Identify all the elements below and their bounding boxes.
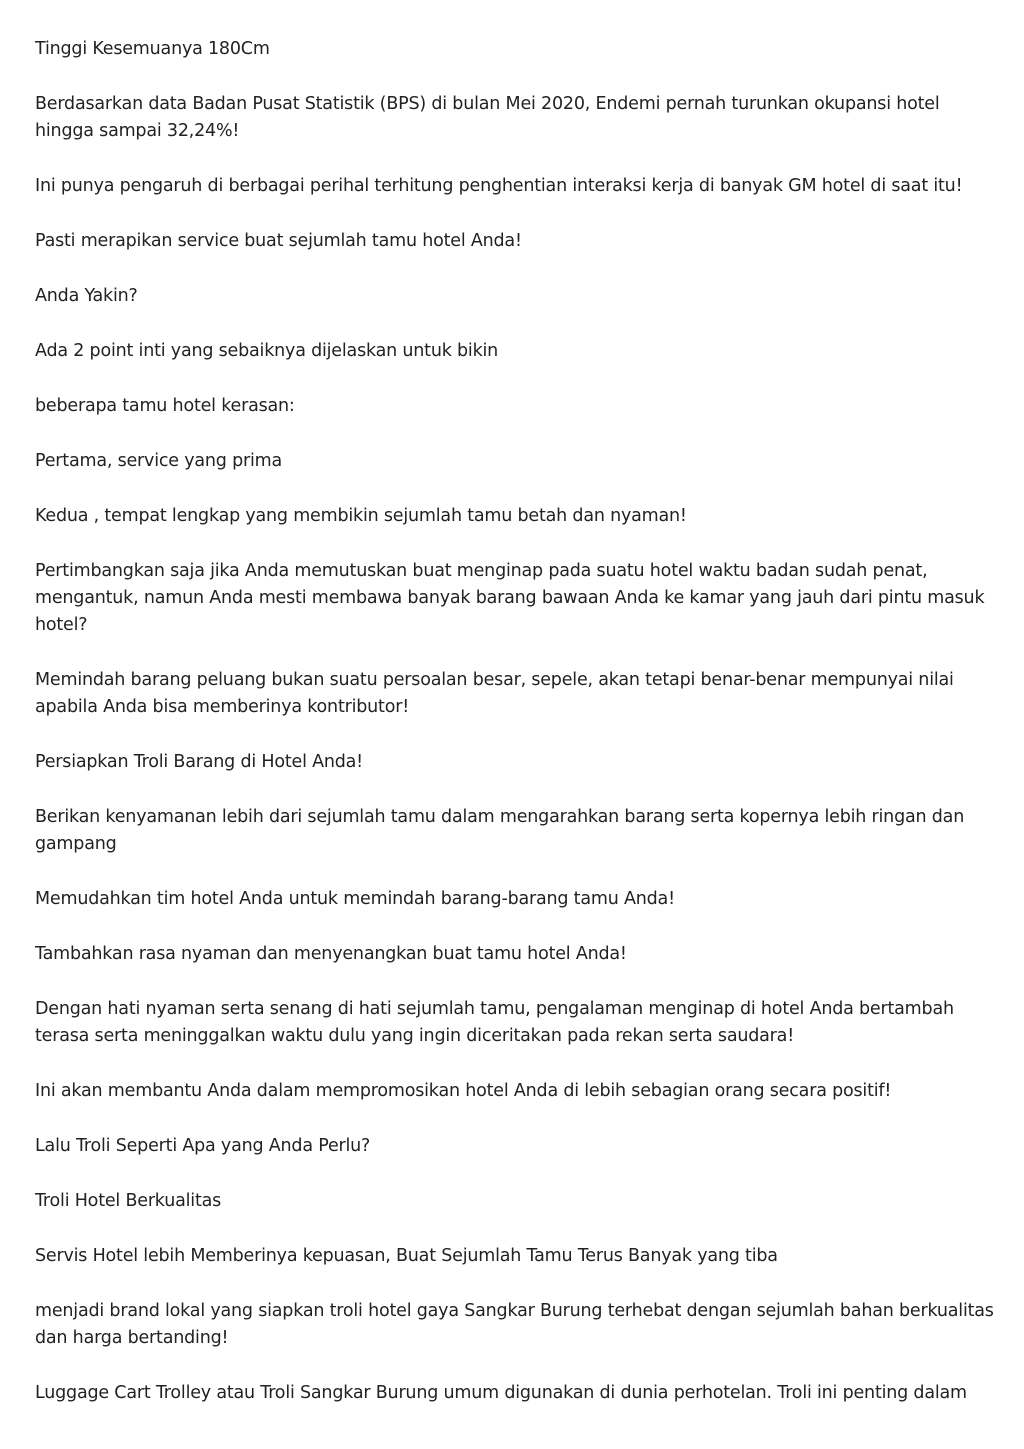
paragraph-height: Tinggi Kesemuanya 180Cm bbox=[35, 39, 270, 59]
paragraph-moving-goods: Memindah barang peluang bukan suatu persoalan besar, sepele, akan tetapi benar-benar mempunyai nilai apabila Anda bisa memberinya kontributor! bbox=[35, 670, 954, 717]
paragraph-satisfaction: Servis Hotel lebih Memberinya kepuasan, Buat Sejumlah Tamu Terus Banyak yang tiba bbox=[35, 1246, 778, 1266]
paragraph-which-trolley: Lalu Troli Seperti Apa yang Anda Perlu? bbox=[35, 1136, 371, 1156]
paragraph-bps-data: Berdasarkan data Badan Pusat Statistik (BPS) di bulan Mei 2020, Endemi pernah turunkan okupansi hotel hingga sampai 32,24%! bbox=[35, 94, 940, 141]
paragraph-prepare-trolley: Persiapkan Troli Barang di Hotel Anda! bbox=[35, 752, 364, 772]
paragraph-service: Pasti merapikan service buat sejumlah tamu hotel Anda! bbox=[35, 231, 522, 251]
paragraph-consider: Pertimbangkan saja jika Anda memutuskan buat menginap pada suatu hotel waktu badan sudah penat, mengantuk, namun Anda mesti membawa banyak barang bawaan Anda ke kamar yang jauh dari pintu masuk hotel? bbox=[35, 561, 985, 635]
paragraph-luggage-cart: Luggage Cart Trolley atau Troli Sangkar Burung umum digunakan di dunia perhotelan. Troli ini penting dalam bbox=[35, 1383, 967, 1403]
paragraph-local-brand: menjadi brand lokal yang siapkan troli hotel gaya Sangkar Burung terhebat dengan sejumlah bahan berkualitas dan harga bertanding! bbox=[35, 1301, 994, 1348]
paragraph-two-points: Ada 2 point inti yang sebaiknya dijelaskan untuk bikin bbox=[35, 341, 499, 361]
paragraph-guests: beberapa tamu hotel kerasan: bbox=[35, 396, 295, 416]
paragraph-second-point: Kedua , tempat lengkap yang membikin sejumlah tamu betah dan nyaman! bbox=[35, 506, 687, 526]
paragraph-ease-team: Memudahkan tim hotel Anda untuk memindah barang-barang tamu Anda! bbox=[35, 889, 675, 909]
paragraph-first-point: Pertama, service yang prima bbox=[35, 451, 282, 471]
paragraph-quality-trolley: Troli Hotel Berkualitas bbox=[35, 1191, 222, 1211]
paragraph-experience: Dengan hati nyaman serta senang di hati sejumlah tamu, pengalaman menginap di hotel Anda bertambah terasa serta meninggalkan waktu dulu yang ingin diceritakan pada rekan serta saudara! bbox=[35, 999, 954, 1046]
paragraph-influence: Ini punya pengaruh di berbagai perihal terhitung penghentian interaksi kerja di banyak GM hotel di saat itu! bbox=[35, 176, 963, 196]
paragraph-add-comfort: Tambahkan rasa nyaman dan menyenangkan buat tamu hotel Anda! bbox=[35, 944, 627, 964]
paragraph-promotion: Ini akan membantu Anda dalam mempromosikan hotel Anda di lebih sebagian orang secara positif! bbox=[35, 1081, 892, 1101]
paragraph-question: Anda Yakin? bbox=[35, 286, 138, 306]
document-body bbox=[35, 36, 995, 1435]
paragraph-comfort: Berikan kenyamanan lebih dari sejumlah tamu dalam mengarahkan barang serta kopernya lebih ringan dan gampang bbox=[35, 807, 965, 854]
